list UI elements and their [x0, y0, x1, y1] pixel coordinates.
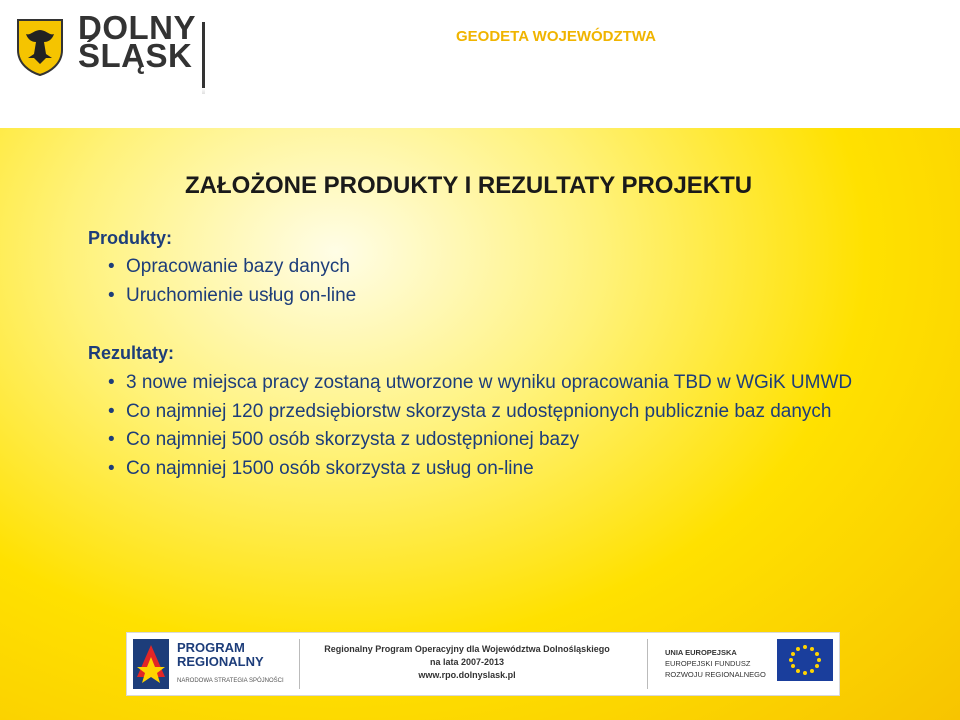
rpo-text — [307, 643, 627, 682]
coat-of-arms-icon — [16, 18, 64, 76]
rpo-line-1: Regionalny Program Operacyjny dla Województwa Dolnośląskiego — [324, 644, 610, 654]
pr-subtitle: NARODOWA STRATEGIA SPÓJNOŚCI — [177, 678, 284, 684]
brand-line-2: ŚLĄSK — [78, 37, 193, 74]
program-regionalny-logo-icon — [131, 637, 171, 691]
footer-divider — [299, 639, 300, 689]
list-item: • 3 nowe miejsca pracy zostaną utworzone w wyniku opracowania TBD w WGiK UMWD — [108, 369, 886, 398]
list-item: • Co najmniej 120 przedsiębiorstw skorzysta z udostępnionych publicznie baz danych — [108, 398, 886, 427]
list-item: • Co najmniej 500 osób skorzysta z udostępnionej bazy — [108, 426, 886, 455]
results-label: Rezultaty: — [88, 343, 175, 363]
program-regionalny-text — [177, 641, 264, 669]
brand-line-1: DOLNY — [78, 9, 196, 46]
ue-line-2: EUROPEJSKI FUNDUSZ — [665, 659, 751, 668]
ue-text — [665, 647, 766, 680]
slide-title: ZAŁOŻONE PRODUKTY I REZULTATY PROJEKTU — [185, 172, 753, 199]
ue-line-1: UNIA EUROPEJSKA — [665, 648, 737, 657]
rpo-link[interactable]: www.rpo.dolnyslask.pl — [418, 670, 516, 680]
rpo-line-2: na lata 2007-2013 — [429, 657, 505, 667]
brand-logo-text — [78, 9, 196, 74]
ue-line-3: ROZWOJU REGIONALNEGO — [665, 670, 766, 679]
footer-divider — [647, 639, 648, 689]
results-list — [108, 369, 886, 483]
header-bar — [0, 0, 960, 128]
list-item: • Uruchomienie usług on-line — [108, 282, 886, 311]
pr-line-2: REGIONALNY — [177, 654, 264, 669]
eu-flag-icon — [777, 639, 833, 681]
products-list — [108, 253, 886, 310]
products-label: Produkty: — [88, 228, 173, 248]
list-item: • Opracowanie bazy danych — [108, 253, 886, 282]
funding-logos-footer — [126, 632, 840, 696]
pr-line-1: PROGRAM — [177, 640, 245, 655]
list-item: • Co najmniej 1500 osób skorzysta z usług on-line — [108, 455, 886, 484]
geodeta-title: GEODETA WOJEWÓDZTWA — [456, 28, 656, 45]
header-divider — [202, 22, 205, 94]
